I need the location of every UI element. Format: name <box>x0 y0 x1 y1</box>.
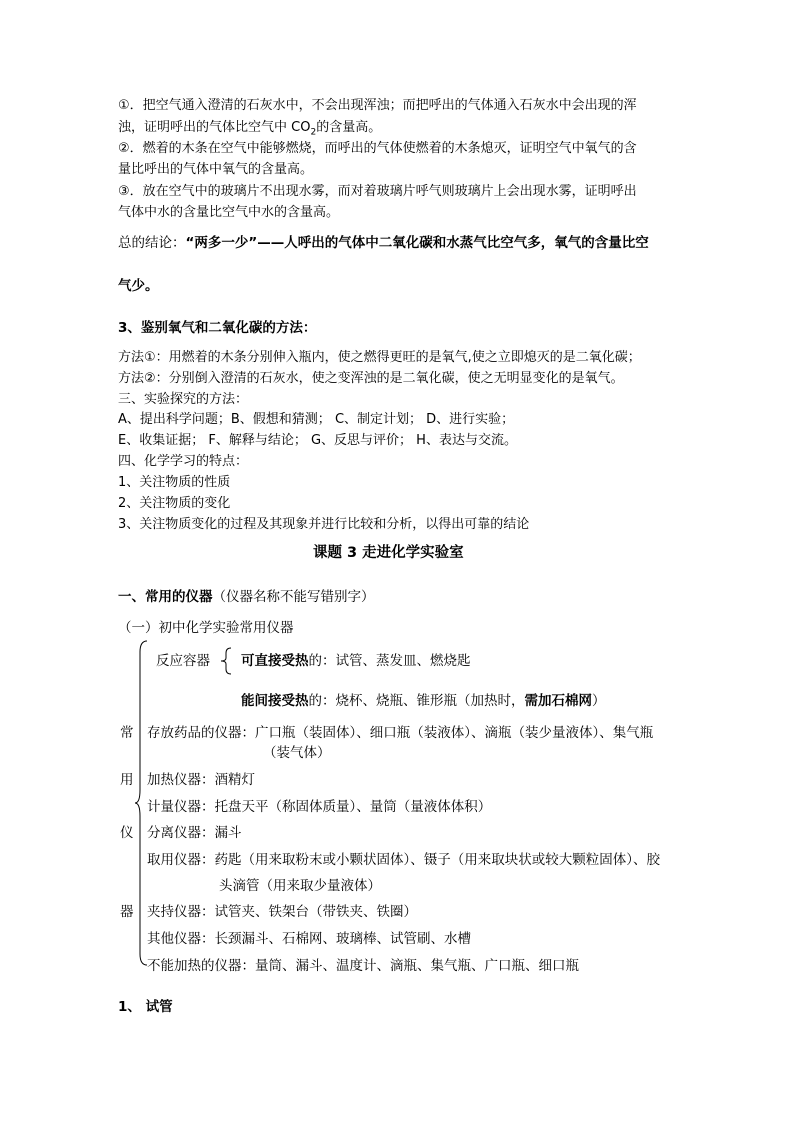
clamping-instrument: 夹持仪器：试管夹、铁架台（带铁夹、铁圈） <box>147 904 417 920</box>
conclusion-line-2: 气少。 <box>118 278 159 294</box>
section-1-heading: 一、常用的仪器（仪器名称不能写错别字） <box>118 589 375 605</box>
storage-line-2: （装气体） <box>263 745 331 761</box>
observation-1-line-2: 浊，证明呼出的气体比空气中 $CO_2$的含量高。 <box>118 120 382 138</box>
observation-2-line-2: 量比呼出的气体中氧气的含量高。 <box>118 162 314 177</box>
observation-3-line-1: ③．放在空气中的玻璃片不出现水雾，而对着玻璃片呼气则玻璃片上会出现水雾，证明呼出 <box>118 184 637 199</box>
item-1-test-tube: 1、 试管 <box>118 999 173 1015</box>
features-heading: 四、化学学习的特点： <box>118 454 249 469</box>
conclusion-line-1: 总的结论：“两多一少”——人呼出的气体中二氧化碳和水蒸气比空气多，氧气的含量比空 <box>118 235 649 251</box>
identify-heading: 3、鉴别氧气和二氧化碳的方法： <box>118 320 317 336</box>
taking-line-2: 头滴管（用来取少量液体） <box>219 878 381 894</box>
feature-3: 3、关注物质变化的过程及其现象并进行比较和分析，以得出可靠的结论 <box>118 517 530 532</box>
side-char-4: 器 <box>120 904 134 920</box>
feature-1: 1、关注物质的性质 <box>118 475 231 490</box>
observation-3-line-2: 气体中水的含量比空气中水的含量高。 <box>118 205 340 220</box>
identify-method-1: 方法①：用燃着的木条分别伸入瓶内，使之燃得更旺的是氧气,使之立即熄灭的是二氧化碳； <box>118 350 641 365</box>
reaction-vessel-label: 反应容器 <box>156 653 210 669</box>
measuring-instrument: 计量仪器：托盘天平（称固体质量）、量筒（量液体体积） <box>147 799 492 815</box>
side-char-1: 常 <box>120 725 134 741</box>
identify-method-2: 方法②：分别倒入澄清的石灰水，使之变浑浊的是二氧化碳，使之无明显变化的是氧气。 <box>118 371 624 386</box>
subsection-1-heading: （一）初中化学实验常用仪器 <box>118 620 294 636</box>
feature-2: 2、关注物质的变化 <box>118 496 231 511</box>
heating-instrument: 加热仪器：酒精灯 <box>147 772 255 788</box>
explore-row-1: A、提出科学问题；B、假想和猜测； C、制定计划； D、进行实验； <box>118 412 515 427</box>
storage-line-1: 存放药品的仪器：广口瓶（装固体）、细口瓶（装液体）、滴瓶（装少量液体）、集气瓶 <box>147 725 654 741</box>
side-char-3: 仪 <box>120 825 134 841</box>
non-heatable-instrument: 不能加热的仪器：量筒、漏斗、温度计、滴瓶、集气瓶、广口瓶、细口瓶 <box>147 958 579 974</box>
taking-line-1: 取用仪器：药匙（用来取粉末或小颗状固体）、镊子（用来取块状或较大颗粒固体）、胶 <box>147 852 660 868</box>
indirect-heating-line: 能间接受热的：烧杯、烧瓶、锥形瓶（加热时，需加石棉网） <box>241 693 606 709</box>
explore-heading: 三、实验探究的方法： <box>118 392 249 407</box>
separating-instrument: 分离仪器：漏斗 <box>147 825 242 841</box>
observation-1-line-1: ①．把空气通入澄清的石灰水中，不会出现浑浊；而把呼出的气体通入石灰水中会出现的浑 <box>118 98 637 113</box>
other-instrument: 其他仪器：长颈漏斗、石棉网、玻璃棒、试管刷、水槽 <box>147 931 471 947</box>
instrument-brace <box>134 640 148 966</box>
reaction-brace <box>219 647 233 675</box>
explore-row-2: E、收集证据； F、解释与结论； G、反思与评价； H、表达与交流。 <box>118 433 517 448</box>
direct-heating-line: 可直接受热的：试管、蒸发皿、燃烧匙 <box>241 653 471 669</box>
observation-2-line-1: ②．燃着的木条在空气中能够燃烧，而呼出的气体使燃着的木条熄灭，证明空气中氧气的含 <box>118 141 637 156</box>
side-char-2: 用 <box>120 772 134 788</box>
topic-title: 课题 3 走进化学实验室 <box>313 545 464 561</box>
